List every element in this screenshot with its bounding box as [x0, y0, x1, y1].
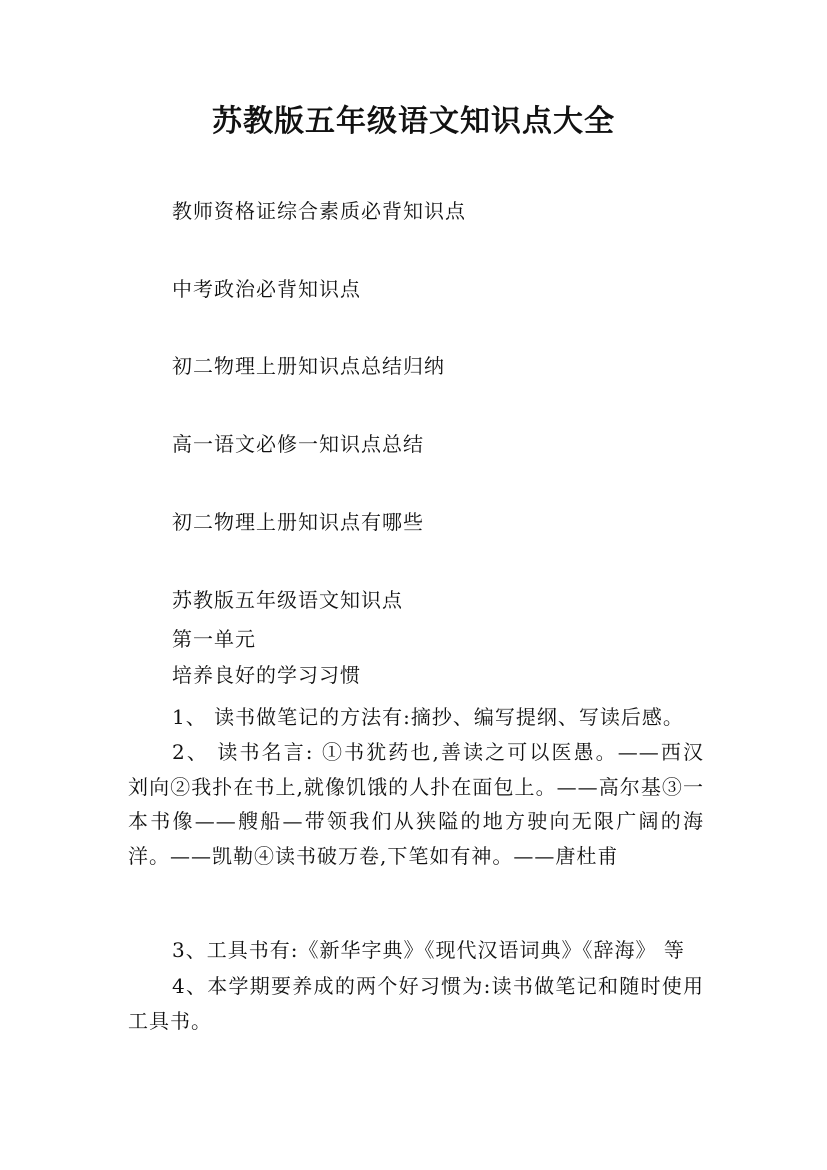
related-link[interactable]: 中考政治必背知识点 — [172, 277, 361, 301]
paragraph-note-methods: 1、 读书做笔记的方法有:摘抄、编写提纲、写读后感。 — [172, 705, 684, 729]
related-link[interactable]: 初二物理上册知识点有哪些 — [172, 510, 424, 534]
unit-title: 第一单元 — [172, 627, 256, 651]
paragraph-tool-books: 3、工具书有:《新华字典》《现代汉语词典》《辞海》 等 — [172, 938, 685, 962]
related-link[interactable]: 初二物理上册知识点总结归纳 — [172, 354, 445, 378]
topic-title: 培养良好的学习习惯 — [172, 663, 361, 687]
section-title: 苏教版五年级语文知识点 — [172, 588, 403, 612]
related-link[interactable]: 高一语文必修一知识点总结 — [172, 432, 424, 456]
paragraph-quotes: 2、 读书名言: ①书犹药也,善读之可以医愚。——西汉 刘向②我扑在书上,就像饥饿的人扑在面包上。——高尔基③一本书像——艘船—带领我们从狭隘的地方驶向无限广阔的海洋。——凯勒④读书破万卷,下笔如有神。——唐杜甫 — [128, 740, 704, 868]
paragraph-habits: 4、本学期要养成的两个好习惯为:读书做笔记和随时使用工具书。 — [128, 974, 704, 1033]
page-title: 苏教版五年级语文知识点大全 — [212, 104, 615, 139]
related-link[interactable]: 教师资格证综合素质必背知识点 — [172, 199, 466, 223]
